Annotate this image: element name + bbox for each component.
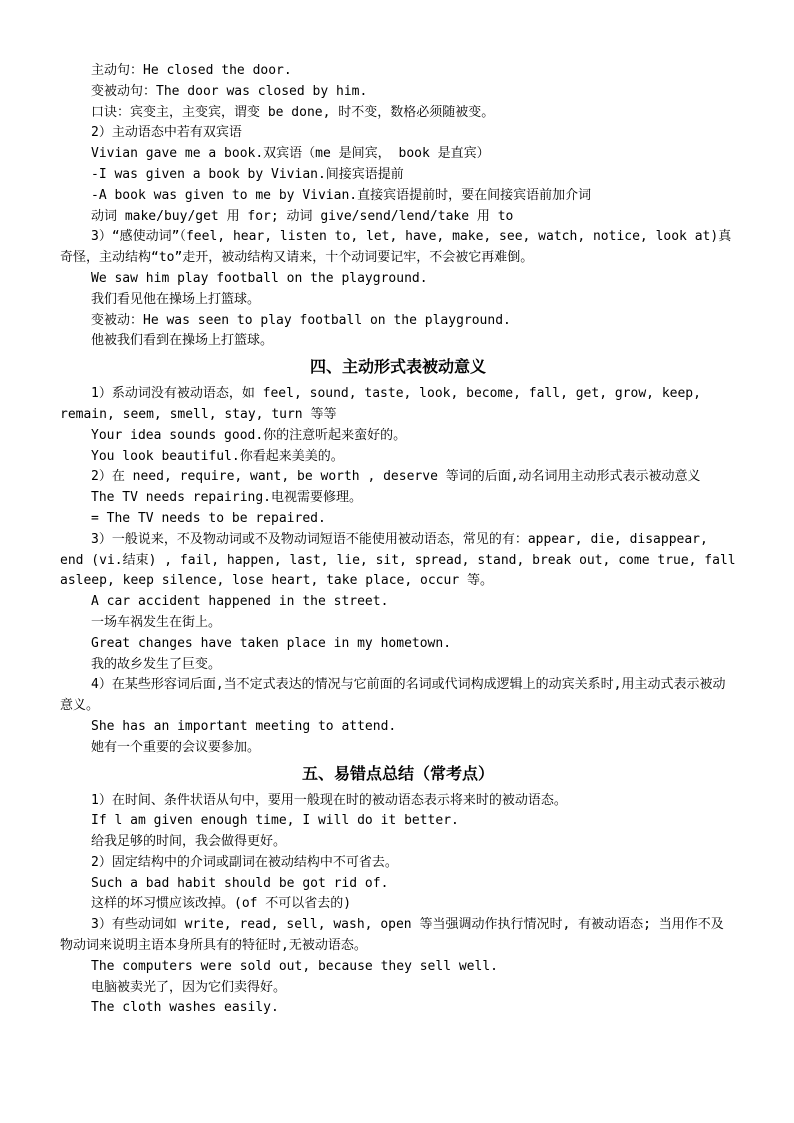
- example-line: Such a bad habit should be got rid of.: [91, 875, 389, 891]
- example-line: The TV needs repairing.电视需要修理。: [91, 490, 363, 506]
- rule-line: 2）主动语态中若有双宾语: [91, 125, 242, 141]
- rule-line: 2）在 need, require, want, be worth , deserve 等词的后面,动名词用主动形式表示被动意义: [91, 469, 701, 485]
- translation-line: 这样的坏习惯应该改掉。(of 不可以省去的): [91, 896, 352, 912]
- example-line: We saw him play football on the playground.: [91, 270, 428, 286]
- rule-line: 3）一般说来，不及物动词或不及物动词短语不能使用被动语态，常见的有：appear, die, disappear, end (vi.结束) , fail, happen, last, lie, sit, spread, stand, break out, come true, fall asleep, keep silence, lose heart, take place, occur 等。: [60, 531, 736, 589]
- rule-line: 1）在时间、条件状语从句中，要用一般现在时的被动语态表示将来时的被动语态。: [91, 792, 567, 808]
- example-line: The cloth washes easily.: [91, 1000, 279, 1016]
- section-heading-4: 四、主动形式表被动意义: [309, 357, 486, 377]
- example-line: 主动句：He closed the door.: [91, 63, 292, 78]
- example-line: 变被动：He was seen to play football on the playground.: [91, 312, 511, 328]
- example-line: Your idea sounds good.你的注意听起来蛮好的。: [91, 427, 407, 443]
- translation-line: 电脑被卖光了，因为它们卖得好。: [91, 979, 287, 995]
- translation-line: 我们看见他在操场上打篮球。: [91, 291, 261, 307]
- rule-line: 3）有些动词如 write, read, sell, wash, open 等当强调动作执行情况时, 有被动语态; 当用作不及物动词来说明主语本身所具有的特征时,无被动语态。: [60, 917, 724, 954]
- example-line: = The TV needs to be repaired.: [91, 510, 326, 526]
- note-line: 动词 make/buy/get 用 for; 动词 give/send/lend/take 用 to: [91, 208, 514, 224]
- example-line: If l am given enough time, I will do it better.: [91, 813, 459, 829]
- rule-line: 4）在某些形容词后面,当不定式表达的情况与它前面的名词或代词构成逻辑上的动宾关系时,用主动式表示被动意义。: [60, 677, 726, 714]
- rule-line: 1）系动词没有被动语态，如 feel, sound, taste, look, become, fall, get, grow, keep, remain, seem, smell, stay, turn 等等: [60, 386, 701, 422]
- example-line: She has an important meeting to attend.: [91, 718, 397, 734]
- rule-line: 3）“感使动词”（feel, hear, listen to, let, have, make, see, watch, notice, look at)真奇怪，主动结构“to”走开，被动结构又请来，十个动词要记牢，不会被它再难倒。: [60, 229, 732, 266]
- example-line: -I was given a book by Vivian.间接宾语提前: [91, 166, 404, 182]
- translation-line: 我的故乡发生了巨变。: [91, 656, 222, 672]
- section-heading-5: 五、易错点总结（常考点）: [301, 763, 494, 783]
- translation-line: 一场车祸发生在街上。: [91, 614, 222, 630]
- example-line: Great changes have taken place in my hometown.: [91, 635, 452, 651]
- mnemonic-line: 口诀：宾变主，主变宾，谓变 be done, 时不变，数格必须随被变。: [91, 104, 495, 120]
- example-line: The computers were sold out, because they sell well.: [91, 958, 498, 974]
- translation-line: 她有一个重要的会议要参加。: [91, 739, 261, 755]
- example-line: A car accident happened in the street.: [91, 594, 389, 610]
- translation-line: 给我足够的时间，我会做得更好。: [91, 834, 287, 850]
- example-line: You look beautiful.你看起来美美的。: [91, 448, 344, 464]
- translation-line: 他被我们看到在操场上打篮球。: [91, 333, 274, 349]
- document-body: [60, 61, 736, 1019]
- example-line: Vivian gave me a book.双宾语（me 是间宾， book 是直宾）: [91, 146, 490, 162]
- example-line: 变被动句：The door was closed by him.: [91, 83, 368, 99]
- rule-line: 2）固定结构中的介词或副词在被动结构中不可省去。: [91, 854, 398, 870]
- example-line: -A book was given to me by Vivian.直接宾语提前时，要在间接宾语前加介词: [91, 187, 592, 203]
